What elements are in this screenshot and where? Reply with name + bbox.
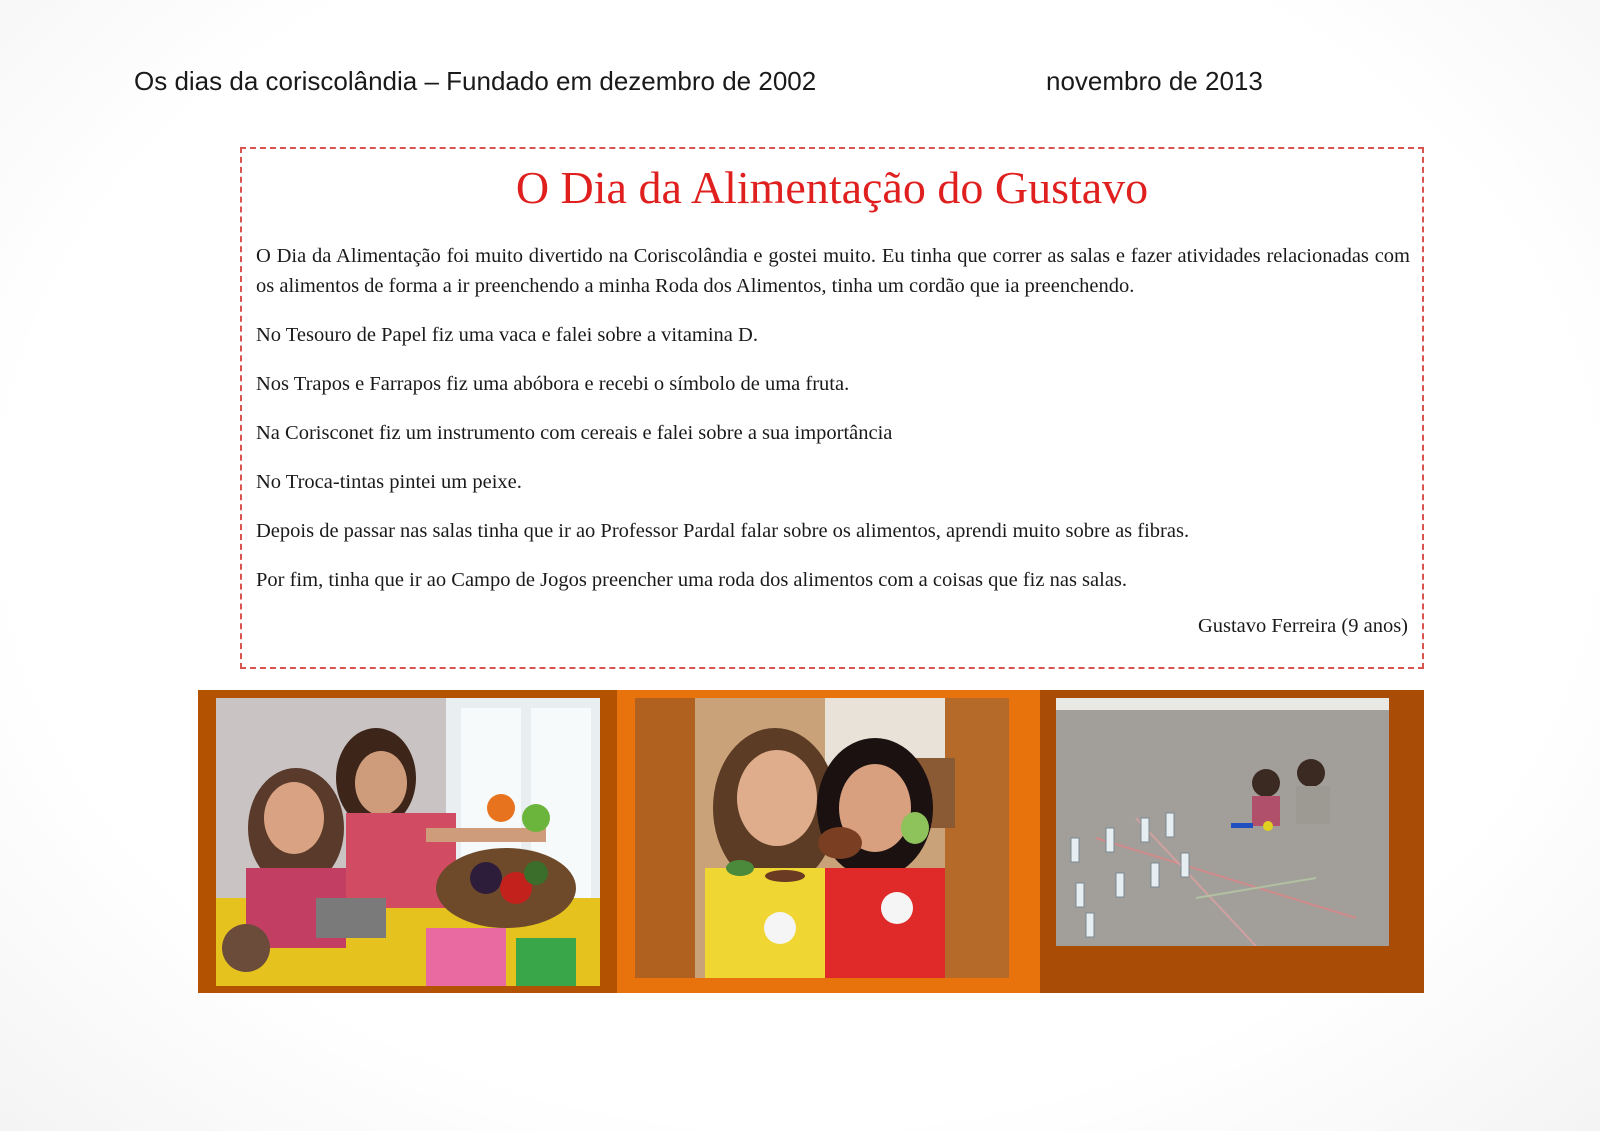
photo-children-crafts [216,698,600,986]
article-paragraph: No Troca-tintas pintei um peixe. [256,471,522,493]
photo-strip [198,690,1424,993]
article-paragraph: O Dia da Alimentação foi muito divertido na Coriscolândia e gostei muito. Eu tinha que correr as salas e fazer atividades relacionadas com os alimentos de forma a ir preenchendo a minha Roda dos Alimentos, tinha um cordão que ia preenchendo. [256,245,1410,297]
photo-panel-3 [1040,690,1424,993]
article-title: O Dia da Alimentação do Gustavo [515,162,1149,213]
article-body [256,241,1410,614]
article-paragraph: Nos Trapos e Farrapos fiz uma abóbora e recebi o símbolo de uma fruta. [256,373,850,395]
photo-playground-game [1056,698,1389,946]
photo-two-girls [635,698,1009,978]
article-paragraph: Por fim, tinha que ir ao Campo de Jogos preencher uma roda dos alimentos com a coisas que fiz nas salas. [256,569,1128,591]
header-issue-date: novembro de 2013 [1046,66,1263,96]
photo-panel-1 [198,690,617,993]
article-signature: Gustavo Ferreira (9 anos) [1197,615,1408,637]
header-publication-title: Os dias da coriscolândia – Fundado em dezembro de 2002 [134,66,817,96]
article-paragraph: Depois de passar nas salas tinha que ir ao Professor Pardal falar sobre os alimentos, aprendi muito sobre as fibras. [256,520,1190,542]
article-paragraph: No Tesouro de Papel fiz uma vaca e falei sobre a vitamina D. [256,324,758,346]
photo-panel-2 [617,690,1040,993]
article-paragraph: Na Corisconet fiz um instrumento com cereais e falei sobre a sua importância [256,422,893,444]
article-box [240,147,1424,669]
